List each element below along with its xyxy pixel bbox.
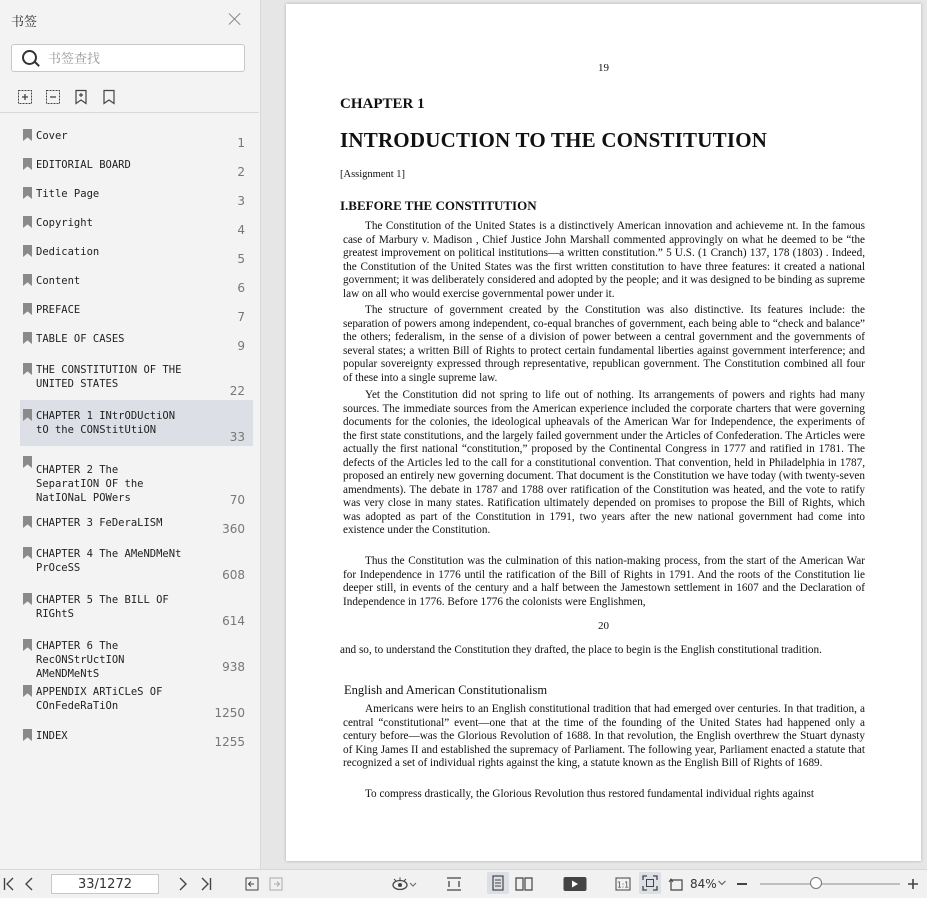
bookmark-label: Copyright bbox=[36, 217, 93, 229]
assignment-note: [Assignment 1] bbox=[340, 169, 406, 180]
bookmark-label: Cover bbox=[36, 130, 68, 142]
expand-all-icon[interactable] bbox=[17, 89, 33, 105]
rotate-icon[interactable] bbox=[668, 876, 684, 892]
bookmark-item-chapter-2[interactable] bbox=[20, 456, 253, 510]
bookmark-label: Dedication bbox=[36, 246, 100, 258]
bookmark-item-dedication[interactable] bbox=[20, 245, 253, 269]
section-heading: I.BEFORE THE CONSTITUTION bbox=[340, 198, 537, 213]
bookmark-label: CHAPTER 2 The SeparatION OF the NatIONaL POWers bbox=[36, 464, 150, 504]
bookmark-item-preface[interactable] bbox=[20, 303, 253, 327]
bookmark-label: Content bbox=[36, 275, 81, 287]
actual-size-icon[interactable] bbox=[615, 876, 631, 892]
paragraph: To compress drastically, the Glorious Revolution thus restored fundamental individual rights against bbox=[365, 788, 815, 800]
bookmark-search[interactable] bbox=[11, 44, 245, 72]
bookmark-label: CHAPTER 3 FeDeraLISM bbox=[36, 517, 163, 529]
bookmark-label: CHAPTER 1 INtrODUctiON tO the CONStitUtiON bbox=[36, 410, 182, 436]
bookmark-page: 938 bbox=[222, 660, 245, 674]
previous-page-icon[interactable] bbox=[24, 876, 34, 892]
zoom-in-icon[interactable] bbox=[906, 876, 920, 892]
single-page-view-button[interactable] bbox=[487, 872, 509, 894]
bookmark-flag-icon bbox=[23, 332, 32, 344]
bookmark-page: 608 bbox=[222, 568, 245, 582]
bookmark-item-chapter-5[interactable] bbox=[20, 593, 253, 633]
bookmark-page: 1 bbox=[237, 136, 245, 150]
bookmark-flag-icon bbox=[23, 456, 32, 468]
close-icon[interactable] bbox=[227, 11, 243, 27]
bookmark-search-input[interactable] bbox=[46, 48, 240, 70]
single-page-icon bbox=[491, 875, 505, 891]
bookmark-flag-icon bbox=[23, 274, 32, 286]
bookmark-label: EDITORIAL BOARD bbox=[36, 159, 131, 171]
zoom-level[interactable]: 84% bbox=[690, 877, 717, 891]
divider bbox=[0, 112, 259, 113]
bookmark-label: CHAPTER 4 The AMeNDMeNt PrOceSS bbox=[36, 548, 188, 574]
chapter-label: CHAPTER 1 bbox=[340, 96, 425, 112]
zoom-out-icon[interactable] bbox=[737, 883, 747, 885]
eye-protection-icon[interactable] bbox=[391, 876, 417, 892]
bookmark-page: 1255 bbox=[214, 735, 245, 749]
bookmark-page: 7 bbox=[237, 310, 245, 324]
svg-text:1:1: 1:1 bbox=[616, 880, 630, 890]
bookmark-page: 4 bbox=[237, 223, 245, 237]
zoom-slider-thumb[interactable] bbox=[810, 877, 822, 889]
bookmark-flag-icon bbox=[23, 363, 32, 375]
bookmark-flag-icon bbox=[23, 158, 32, 170]
bookmark-page: 6 bbox=[237, 281, 245, 295]
zoom-dropdown-icon[interactable] bbox=[718, 880, 726, 886]
bookmark-item-editorial-board[interactable] bbox=[20, 158, 253, 182]
bookmark-panel bbox=[0, 0, 261, 869]
bookmark-label: CHAPTER 5 The BILL OF RIGhtS bbox=[36, 594, 176, 620]
bookmark-page: 5 bbox=[237, 252, 245, 266]
bookmark-item-content[interactable] bbox=[20, 274, 253, 298]
bookmark-flag-icon bbox=[23, 685, 32, 697]
page-number-input[interactable] bbox=[51, 874, 159, 894]
status-toolbar bbox=[0, 869, 927, 898]
next-page-icon[interactable] bbox=[178, 876, 188, 892]
bookmark-flag-icon bbox=[23, 216, 32, 228]
page-number: 20 bbox=[598, 620, 609, 632]
bookmark-item-cover[interactable] bbox=[20, 129, 253, 153]
two-page-icon[interactable] bbox=[515, 876, 533, 892]
bookmark-flag-icon bbox=[23, 187, 32, 199]
bookmark-item-title-page[interactable] bbox=[20, 187, 253, 211]
subheading: English and American Constitutionalism bbox=[344, 683, 548, 697]
bookmark-label: INDEX bbox=[36, 730, 68, 742]
bookmark-page: 614 bbox=[222, 614, 245, 628]
bookmark-page: 3 bbox=[237, 194, 245, 208]
bookmark-item-index[interactable] bbox=[20, 729, 253, 753]
bookmark-flag-icon bbox=[23, 547, 32, 559]
bookmark-label: Title Page bbox=[36, 188, 100, 200]
bookmark-flag-icon bbox=[23, 639, 32, 651]
paragraph: Yet the Constitution did not spring to life out of nothing. Its arrangements of powers and rights had many sources. The immediate sources from the American experience included the corporate charters that were governing documents for the colonies, the ideological upheavals of the American War for Independence, the experiments of the first state constitutions, and the largely failed government under the Articles of Confederation. The Articles were actually the first national “constitution,” proposed by the Continental Congress in 1777 and ratified in 1781. The defects of the Articles led to the call for a constitutional convention. That convention, held in Philadelphia in 1787, proposed an entirely new governing document. That document is the Constitution we have today (with twenty-seven amendments). The debate in 1787 and 1788 over ratification of the Constitution was heated, and the vote to ratify was very close in many states. Ratification ultimately depended on promises to propose the Bill of Rights, which was adopted as part of the Constitution in 1791, two years after the new national government had come into existence under the Constitution. bbox=[343, 389, 865, 536]
bookmark-item-copyright[interactable] bbox=[20, 216, 253, 240]
bookmark-item-constitution[interactable] bbox=[20, 363, 253, 399]
paragraph: The structure of government created by the Constitution was also distinctive. Its features include: the separation of powers among independent, co-equal branches of government, each being able to “check and balance” the others; federalism, in the sense of a division of power between a central government and the governments of several states; a written Bill of Rights to protect certain fundamental liberties against government interference; and popular sovereignty expressed through representative, republican government. The Constitution combined all four of these into a single supreme law. bbox=[343, 304, 865, 384]
bookmark-flag-icon bbox=[23, 729, 32, 741]
bookmark-label: PREFACE bbox=[36, 304, 81, 316]
bookmark-item-chapter-4[interactable] bbox=[20, 547, 253, 587]
forward-view-icon[interactable] bbox=[269, 876, 283, 892]
play-icon[interactable] bbox=[563, 876, 587, 892]
page-number: 19 bbox=[598, 62, 609, 74]
bookmark-item-table-of-cases[interactable] bbox=[20, 332, 253, 356]
paragraph: The Constitution of the United States is a distinctively American innovation and achieveme nt. In the famous case of Marbury v. Madison , Chief Justice John Marshall commented approvingly on what he deemed to be “the greatest improvement on political institutions—a written constitution.” 5 U.S. (1 Cranch) 137, 178 (1803) . Indeed, the Constitution of the United States was the first written constitution to have three features: it created a national government; it was deliberately considered and adopted by the people; and it was designed to be binding as supreme law on all who would exercise governmental power under it. bbox=[343, 220, 865, 300]
bookmark-label: THE CONSTITUTION OF THE UNITED STATES bbox=[36, 364, 188, 390]
bookmark-label: TABLE OF CASES bbox=[36, 333, 125, 345]
bookmark-flag-icon bbox=[23, 245, 32, 257]
collapse-all-icon[interactable] bbox=[45, 89, 61, 105]
chapter-title: INTRODUCTION TO THE CONSTITUTION bbox=[340, 128, 768, 152]
paragraph: Thus the Constitution was the culmination of this nation-making process, from the start of the American War for Independence in 1776 until the ratification of the Bill of Rights in 1791. And the roots of the Constitution lie deeper still, in events of the century and a half between the Jamestown settlement in 1607 and the Declaration of Independence in 1776. Before 1776 the colonists were Englishmen, bbox=[343, 555, 865, 608]
bookmark-flag-icon bbox=[23, 303, 32, 315]
bookmark-item-chapter-3[interactable] bbox=[20, 516, 253, 540]
bookmark-flag-icon bbox=[23, 593, 32, 605]
bookmark-flag-icon bbox=[23, 409, 32, 421]
bookmark-label: CHAPTER 6 The RecONStrUctION AMeNDMeNtS bbox=[36, 640, 131, 680]
paragraph: Americans were heirs to an English constitutional tradition that had emerged over centuries. In that tradition, a central “constitutional” event—one that at the time of the founding of the United States had happened only a century before—was the Glorious Revolution of 1688. In that revolution, the English overthrew the Stuart dynasty of King James II and established the supremacy of Parliament. The following year, Parliament enacted a statute that recognized a set of individual rights against the king, a statute known as the English Bill of Rights of 1689. bbox=[343, 703, 865, 769]
bookmark-page: 22 bbox=[229, 384, 245, 398]
bookmark-page: 70 bbox=[229, 493, 245, 507]
bookmark-item-appendix[interactable] bbox=[20, 685, 253, 725]
bookmark-panel-title: 书签 bbox=[11, 15, 38, 30]
first-page-icon[interactable] bbox=[3, 876, 15, 892]
bookmark-page: 33 bbox=[229, 430, 245, 444]
fit-page-button[interactable] bbox=[639, 872, 661, 894]
zoom-slider[interactable] bbox=[760, 883, 900, 885]
bookmark-page: 360 bbox=[222, 522, 245, 536]
fit-width-icon[interactable] bbox=[446, 876, 462, 892]
bookmark-flag-icon bbox=[23, 516, 32, 528]
fit-page-icon bbox=[642, 875, 658, 891]
bookmark-item-chapter-1[interactable] bbox=[20, 400, 253, 446]
document-page bbox=[286, 4, 921, 861]
search-icon bbox=[22, 50, 37, 65]
back-view-icon[interactable] bbox=[245, 876, 259, 892]
add-bookmark-icon[interactable] bbox=[73, 89, 89, 105]
paragraph: and so, to understand the Constitution they drafted, the place to begin is the English constitutional tradition. bbox=[340, 644, 822, 656]
bookmark-page: 9 bbox=[237, 339, 245, 353]
last-page-icon[interactable] bbox=[200, 876, 212, 892]
bookmark-item-chapter-6[interactable] bbox=[20, 639, 253, 679]
bookmark-flag-icon bbox=[23, 129, 32, 141]
bookmark-icon[interactable] bbox=[101, 89, 117, 105]
bookmark-page: 2 bbox=[237, 165, 245, 179]
bookmark-page: 1250 bbox=[214, 706, 245, 720]
bookmark-label: APPENDIX ARTiCLeS OF COnFedeRaTiOn bbox=[36, 686, 169, 712]
